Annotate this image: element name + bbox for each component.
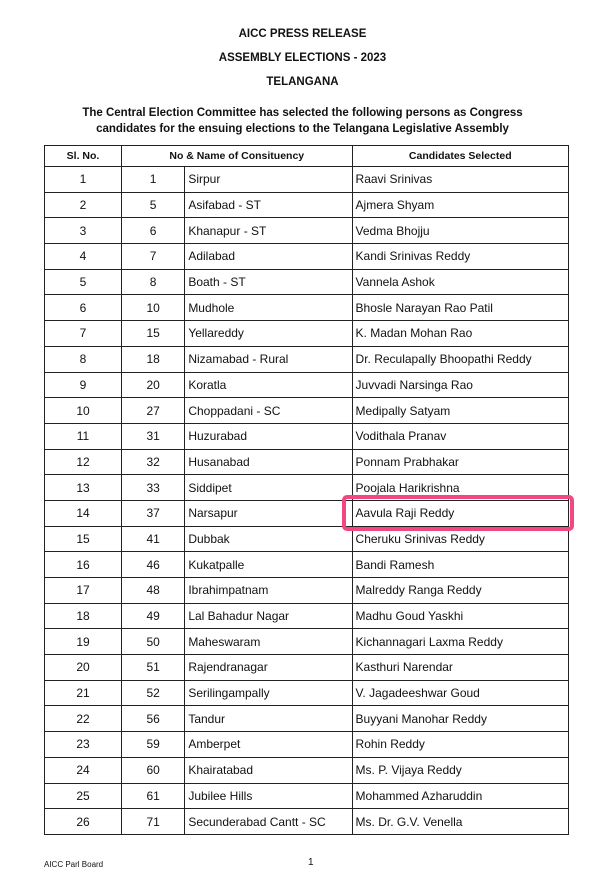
constituency-name-cell: Dubbak (185, 526, 352, 552)
table-row (45, 809, 569, 835)
constituency-name-cell: Lal Bahadur Nagar (185, 603, 352, 629)
page-number: 1 (308, 857, 314, 868)
sl-no-cell: 9 (45, 372, 122, 398)
constituency-name-cell: Maheswaram (185, 629, 352, 655)
sl-no-cell: 3 (45, 218, 122, 244)
constituency-name-cell: Jubilee Hills (185, 783, 352, 809)
constituency-name-cell: Asifabad - ST (185, 192, 352, 218)
candidate-cell: Vedma Bhojju (352, 218, 568, 244)
intro-line-2: candidates for the ensuing elections to the Telangana Legislative Assembly (96, 123, 509, 135)
constituency-name-cell: Yellareddy (185, 321, 352, 347)
table-row (45, 680, 569, 706)
table-row (45, 757, 569, 783)
constituency-no-cell: 59 (121, 732, 184, 758)
sl-no-cell: 21 (45, 680, 122, 706)
constituency-no-cell: 6 (121, 218, 184, 244)
constituency-name-cell: Boath - ST (185, 269, 352, 295)
table-row (45, 423, 569, 449)
constituency-name-cell: Sirpur (185, 167, 352, 193)
candidate-cell: Vodithala Pranav (352, 423, 568, 449)
candidate-cell: Kandi Srinivas Reddy (352, 244, 568, 270)
release-title: AICC PRESS RELEASE (238, 28, 367, 40)
elections-title: ASSEMBLY ELECTIONS - 2023 (218, 52, 387, 64)
constituency-no-cell: 56 (121, 706, 184, 732)
constituency-no-cell: 71 (121, 809, 184, 835)
table-row (45, 244, 569, 270)
candidate-cell: Raavi Srinivas (352, 167, 568, 193)
table-row (45, 167, 569, 193)
table-row (45, 321, 569, 347)
sl-no-cell: 2 (45, 192, 122, 218)
sl-no-cell: 24 (45, 757, 122, 783)
table-row (45, 372, 569, 398)
header-candidate: Candidates Selected (352, 146, 568, 167)
constituency-no-cell: 31 (121, 423, 184, 449)
constituency-name-cell: Kukatpalle (185, 552, 352, 578)
candidate-cell: Dr. Reculapally Bhoopathi Reddy (352, 346, 568, 372)
table-row (45, 449, 569, 475)
constituency-name-cell: Ibrahimpatnam (185, 578, 352, 604)
constituency-no-cell: 46 (121, 552, 184, 578)
sl-no-cell: 11 (45, 423, 122, 449)
table-row (45, 783, 569, 809)
candidate-cell: Poojala Harikrishna (352, 475, 568, 501)
table-row (45, 269, 569, 295)
candidate-cell: Ajmera Shyam (352, 192, 568, 218)
candidate-cell: Buyyani Manohar Reddy (352, 706, 568, 732)
candidate-cell: Juvvadi Narsinga Rao (352, 372, 568, 398)
constituency-name-cell: Khairatabad (185, 757, 352, 783)
constituency-no-cell: 37 (121, 500, 184, 526)
constituency-name-cell: Choppadani - SC (185, 398, 352, 424)
table-row (45, 603, 569, 629)
sl-no-cell: 20 (45, 655, 122, 681)
candidate-cell: K. Madan Mohan Rao (352, 321, 568, 347)
sl-no-cell: 7 (45, 321, 122, 347)
table-row (45, 732, 569, 758)
constituency-no-cell: 32 (121, 449, 184, 475)
constituency-no-cell: 60 (121, 757, 184, 783)
constituency-no-cell: 52 (121, 680, 184, 706)
constituency-name-cell: Adilabad (185, 244, 352, 270)
table-row (45, 218, 569, 244)
header-constituency: No & Name of Consituency (121, 146, 352, 167)
constituency-name-cell: Nizamabad - Rural (185, 346, 352, 372)
candidate-cell: Malreddy Ranga Reddy (352, 578, 568, 604)
constituency-no-cell: 10 (121, 295, 184, 321)
header-sl-no: Sl. No. (45, 146, 122, 167)
sl-no-cell: 23 (45, 732, 122, 758)
constituency-name-cell: Tandur (185, 706, 352, 732)
constituency-no-cell: 7 (121, 244, 184, 270)
candidate-cell: Cheruku Srinivas Reddy (352, 526, 568, 552)
sl-no-cell: 12 (45, 449, 122, 475)
constituency-name-cell: Huzurabad (185, 423, 352, 449)
candidate-cell: Ponnam Prabhakar (352, 449, 568, 475)
sl-no-cell: 13 (45, 475, 122, 501)
sl-no-cell: 8 (45, 346, 122, 372)
constituency-no-cell: 27 (121, 398, 184, 424)
sl-no-cell: 14 (45, 500, 122, 526)
candidate-cell: V. Jagadeeshwar Goud (352, 680, 568, 706)
table-header-row (45, 146, 569, 167)
table-row (45, 655, 569, 681)
constituency-no-cell: 18 (121, 346, 184, 372)
constituency-name-cell: Narsapur (185, 500, 352, 526)
candidate-cell: Vannela Ashok (352, 269, 568, 295)
sl-no-cell: 25 (45, 783, 122, 809)
sl-no-cell: 22 (45, 706, 122, 732)
constituency-no-cell: 5 (121, 192, 184, 218)
sl-no-cell: 4 (45, 244, 122, 270)
candidate-cell: Medipally Satyam (352, 398, 568, 424)
sl-no-cell: 17 (45, 578, 122, 604)
constituency-name-cell: Serilingampally (185, 680, 352, 706)
sl-no-cell: 5 (45, 269, 122, 295)
constituency-name-cell: Mudhole (185, 295, 352, 321)
constituency-name-cell: Khanapur - ST (185, 218, 352, 244)
candidate-cell: Kichannagari Laxma Reddy (352, 629, 568, 655)
table-row (45, 578, 569, 604)
sl-no-cell: 10 (45, 398, 122, 424)
intro-line-1: The Central Election Committee has selected the following persons as Congress (82, 107, 523, 119)
intro-text (40, 105, 565, 137)
constituency-name-cell: Secunderabad Cantt - SC (185, 809, 352, 835)
state-title: TELANGANA (266, 76, 339, 88)
table-row (45, 346, 569, 372)
constituency-no-cell: 20 (121, 372, 184, 398)
constituency-no-cell: 8 (121, 269, 184, 295)
table-row (45, 552, 569, 578)
candidate-cell: Madhu Goud Yaskhi (352, 603, 568, 629)
constituency-no-cell: 50 (121, 629, 184, 655)
constituency-no-cell: 41 (121, 526, 184, 552)
constituency-name-cell: Husanabad (185, 449, 352, 475)
candidate-cell: Ms. Dr. G.V. Venella (352, 809, 568, 835)
constituency-no-cell: 33 (121, 475, 184, 501)
sl-no-cell: 26 (45, 809, 122, 835)
table-row (45, 192, 569, 218)
candidate-cell: Ms. P. Vijaya Reddy (352, 757, 568, 783)
sl-no-cell: 18 (45, 603, 122, 629)
candidate-cell: Kasthuri Narendar (352, 655, 568, 681)
table-row (45, 398, 569, 424)
sl-no-cell: 6 (45, 295, 122, 321)
constituency-name-cell: Koratla (185, 372, 352, 398)
constituency-name-cell: Amberpet (185, 732, 352, 758)
candidate-cell: Mohammed Azharuddin (352, 783, 568, 809)
table-row (45, 706, 569, 732)
sl-no-cell: 1 (45, 167, 122, 193)
candidate-cell: Rohin Reddy (352, 732, 568, 758)
candidate-cell: Bandi Ramesh (352, 552, 568, 578)
constituency-no-cell: 61 (121, 783, 184, 809)
constituency-no-cell: 49 (121, 603, 184, 629)
constituency-no-cell: 1 (121, 167, 184, 193)
constituency-no-cell: 48 (121, 578, 184, 604)
constituency-no-cell: 15 (121, 321, 184, 347)
sl-no-cell: 16 (45, 552, 122, 578)
highlight-box (342, 495, 574, 531)
candidates-table (44, 145, 569, 835)
table-row (45, 629, 569, 655)
candidate-cell: Bhosle Narayan Rao Patil (352, 295, 568, 321)
table-row (45, 295, 569, 321)
constituency-name-cell: Siddipet (185, 475, 352, 501)
constituency-name-cell: Rajendranagar (185, 655, 352, 681)
constituency-no-cell: 51 (121, 655, 184, 681)
candidate-cell: Aavula Raji Reddy (352, 500, 568, 526)
sl-no-cell: 15 (45, 526, 122, 552)
footer-org: AICC Parl Board (44, 860, 104, 869)
sl-no-cell: 19 (45, 629, 122, 655)
